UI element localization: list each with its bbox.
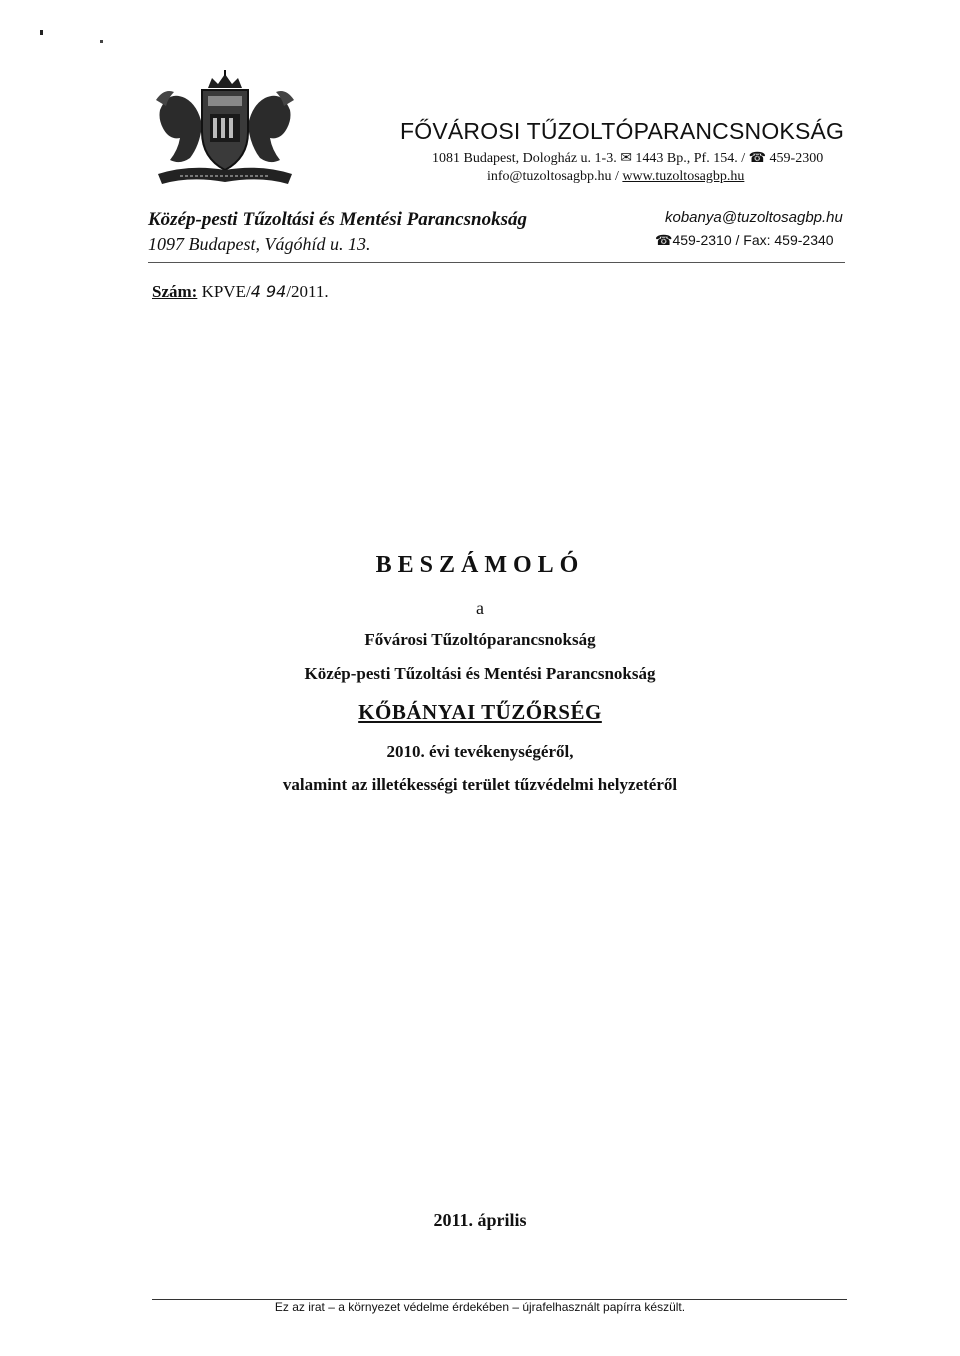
sub-unit-name: Közép-pesti Tűzoltási és Mentési Parancsnokság: [148, 209, 527, 230]
scan-speck: [40, 30, 43, 35]
title-line-3: KŐBÁNYAI TŰZŐRSÉG: [358, 700, 602, 724]
title-article: a: [476, 598, 484, 618]
org-email: info@tuzoltosagbp.hu: [487, 169, 612, 184]
document-title: BESZÁMOLÓ: [375, 552, 585, 578]
org-address: 1081 Budapest, Dologház u. 1-3. ✉ 1443 Bp., Pf. 154. / ☎ 459-2300: [432, 151, 824, 166]
reference-handwritten: 4 94: [250, 282, 287, 301]
title-line-2: Közép-pesti Tűzoltási és Mentési Parancsnokság: [304, 664, 656, 683]
reference-suffix: /2011.: [286, 282, 329, 301]
reference-label: Szám:: [152, 282, 198, 301]
reference-number: [152, 282, 329, 302]
header-divider: [148, 262, 845, 263]
title-line-1: Fővárosi Tűzoltóparancsnokság: [364, 630, 596, 649]
title-line-4: 2010. évi tevékenységéről,: [386, 742, 574, 761]
org-contact: [487, 169, 744, 185]
scan-speck: [100, 40, 103, 43]
sub-unit-email: kobanya@tuzoltosagbp.hu: [665, 209, 843, 226]
footer-note: Ez az irat – a környezet védelme érdekében – újrafelhasznált papírra készült.: [274, 1300, 686, 1314]
org-title: FŐVÁROSI TŰZOLTÓPARANCSNOKSÁG: [400, 118, 845, 144]
sub-unit-address: 1097 Budapest, Vágóhíd u. 13.: [148, 234, 371, 254]
reference-prefix: KPVE/: [197, 282, 251, 301]
document-date: 2011. április: [433, 1210, 527, 1230]
contact-separator: /: [611, 169, 623, 184]
coat-of-arms-icon: [150, 70, 300, 190]
sub-unit-phone: ☎459-2310 / Fax: 459-2340: [655, 232, 834, 248]
org-website-link[interactable]: www.tuzoltosagbp.hu: [622, 169, 745, 184]
title-line-5: valamint az illetékességi terület tűzvédelmi helyzetéről: [282, 775, 678, 794]
